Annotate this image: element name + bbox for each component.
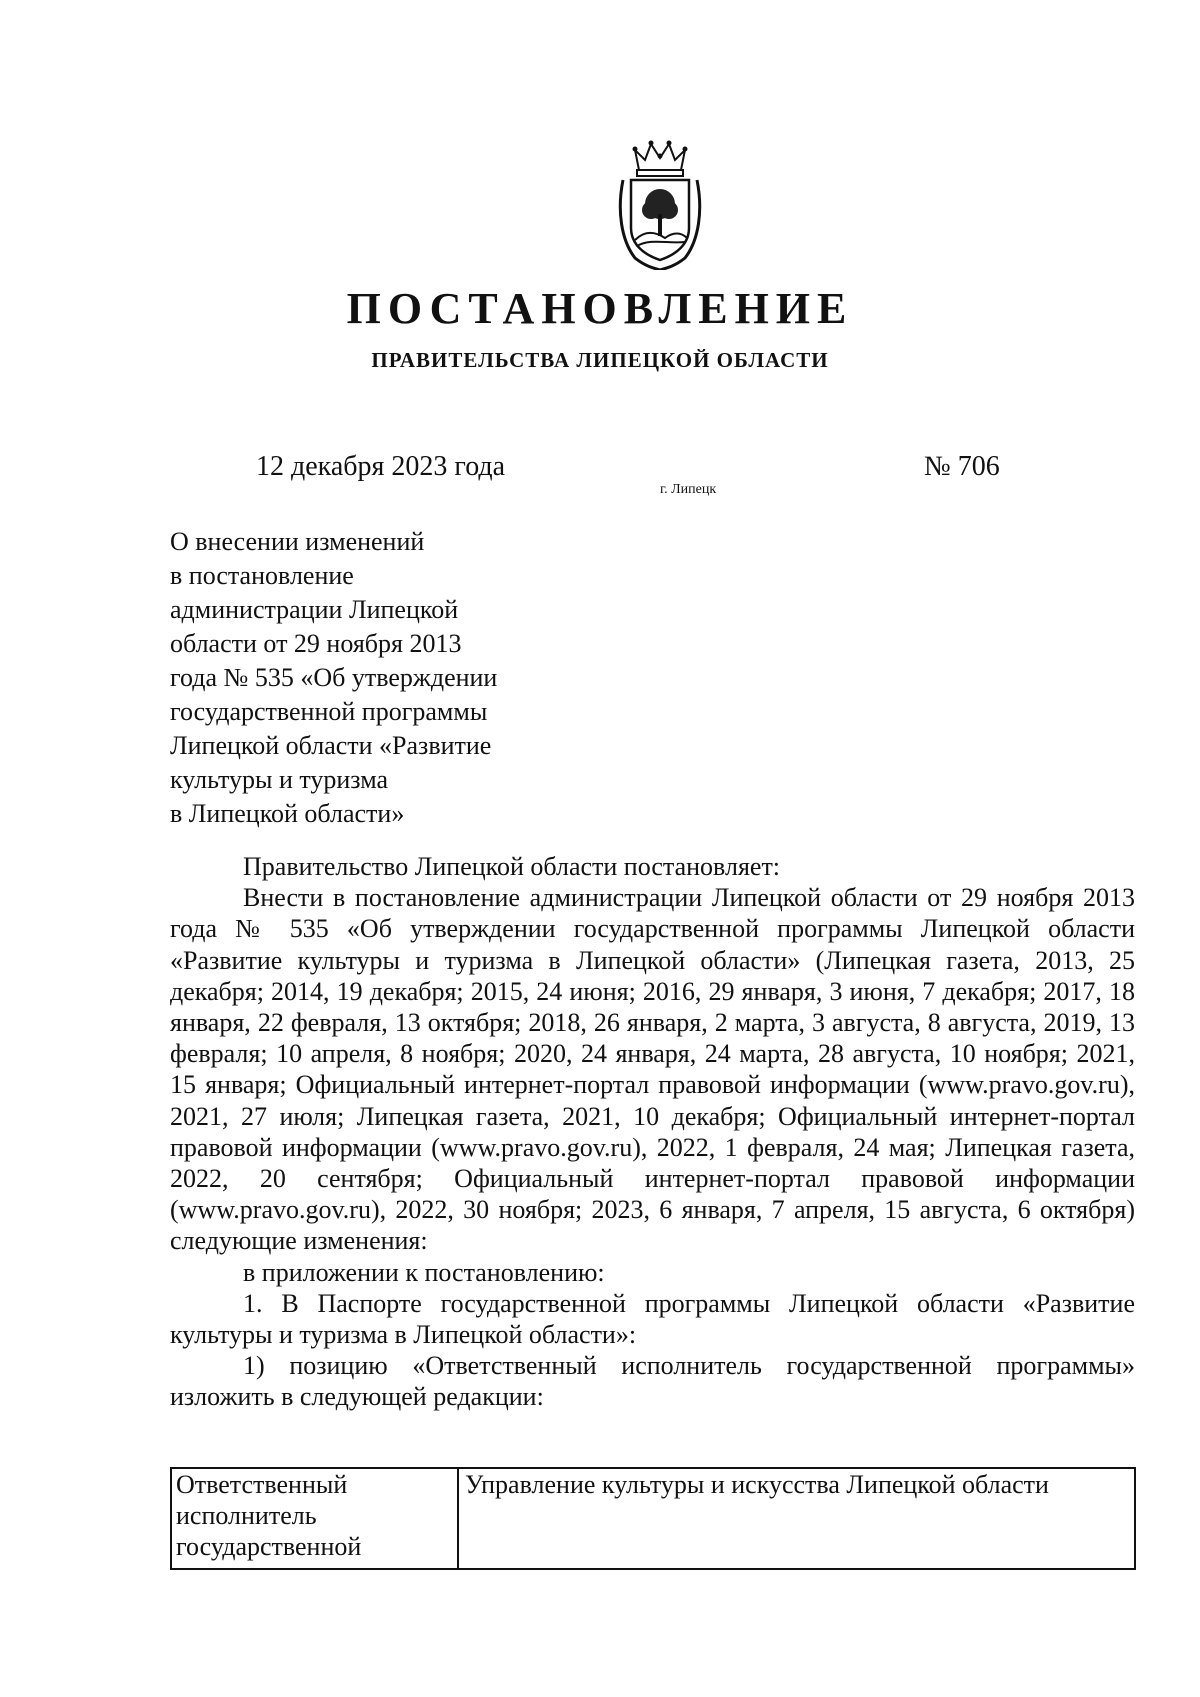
subject-line: года № 535 «Об утверждении xyxy=(170,663,498,692)
document-number: № 706 xyxy=(924,451,1000,482)
subject-line: Липецкой области «Развитие xyxy=(170,731,492,760)
document-body xyxy=(170,851,1135,1413)
subject-line: в Липецкой области» xyxy=(170,799,405,828)
subject-line: администрации Липецкой xyxy=(170,595,459,624)
passport-table xyxy=(170,1467,1136,1570)
cell-line: исполнитель xyxy=(176,1501,317,1530)
subject-line: в постановление xyxy=(170,561,354,590)
document-subtitle: ПРАВИТЕЛЬСТВА ЛИПЕЦКОЙ ОБЛАСТИ xyxy=(371,348,829,372)
subject-line: государственной программы xyxy=(170,697,488,726)
body-paragraph: 1) позицию «Ответственный исполнитель государственной программы» изложить в следующей редакции: xyxy=(170,1351,1135,1412)
table-cell-value: Управление культуры и искусства Липецкой области xyxy=(458,1468,1135,1569)
cell-line: Ответственный xyxy=(176,1470,348,1499)
table-cell-label xyxy=(171,1468,458,1569)
subject-line: области от 29 ноября 2013 xyxy=(170,629,462,658)
body-paragraph: в приложении к постановлению: xyxy=(243,1257,605,1287)
table-row xyxy=(171,1468,1135,1569)
body-paragraph: Внести в постановление администрации Липецкой области от 29 ноября 2013 года № 535 «Об утверждении государственной программы Липецкой области «Развитие культуры и туризма в Липецкой области» (Липецкая газета, 2013, 25 декабря; 2014, 19 декабря; 2015, 24 июня; 2016, 29 января, 3 июня, 7 декабря; 2017, 18 января, 22 февраля, 13 октября; 2018, 26 января, 2 марта, 3 августа, 8 августа, 2019, 13 февраля; 10 апреля, 8 ноября; 2020, 24 января, 24 марта, 28 августа, 10 ноября; 2021, 15 января; Официальный интернет-портал правовой информации (www.pravo.gov.ru), 2021, 27 июля; Липецкая газета, 2021, 10 декабря; Официальный интернет-портал правовой информации (www.pravo.gov.ru), 2022, 1 февраля, 24 мая; Липецкая газета, 2022, 20 сентября; Официальный интернет-портал правовой информации (www.pravo.gov.ru), 2022, 30 ноября; 2023, 6 января, 7 апреля, 15 августа, 6 октября) следующие изменения: xyxy=(170,883,1135,1256)
subject-line: культуры и туризма xyxy=(170,765,389,794)
subject-line: О внесении изменений xyxy=(170,527,425,556)
document-title: ПОСТАНОВЛЕНИЕ xyxy=(346,284,854,333)
cell-line: государственной xyxy=(176,1532,362,1561)
body-paragraph: 1. В Паспорте государственной программы Липецкой области «Развитие культуры и туризма в Липецкой области»: xyxy=(170,1288,1135,1350)
body-paragraph: Правительство Липецкой области постановляет: xyxy=(243,852,781,881)
document-date: 12 декабря 2023 года xyxy=(256,451,506,482)
coat-of-arms-icon xyxy=(615,140,705,270)
document-city: г. Липецк xyxy=(660,482,717,497)
document-subject xyxy=(170,525,550,831)
